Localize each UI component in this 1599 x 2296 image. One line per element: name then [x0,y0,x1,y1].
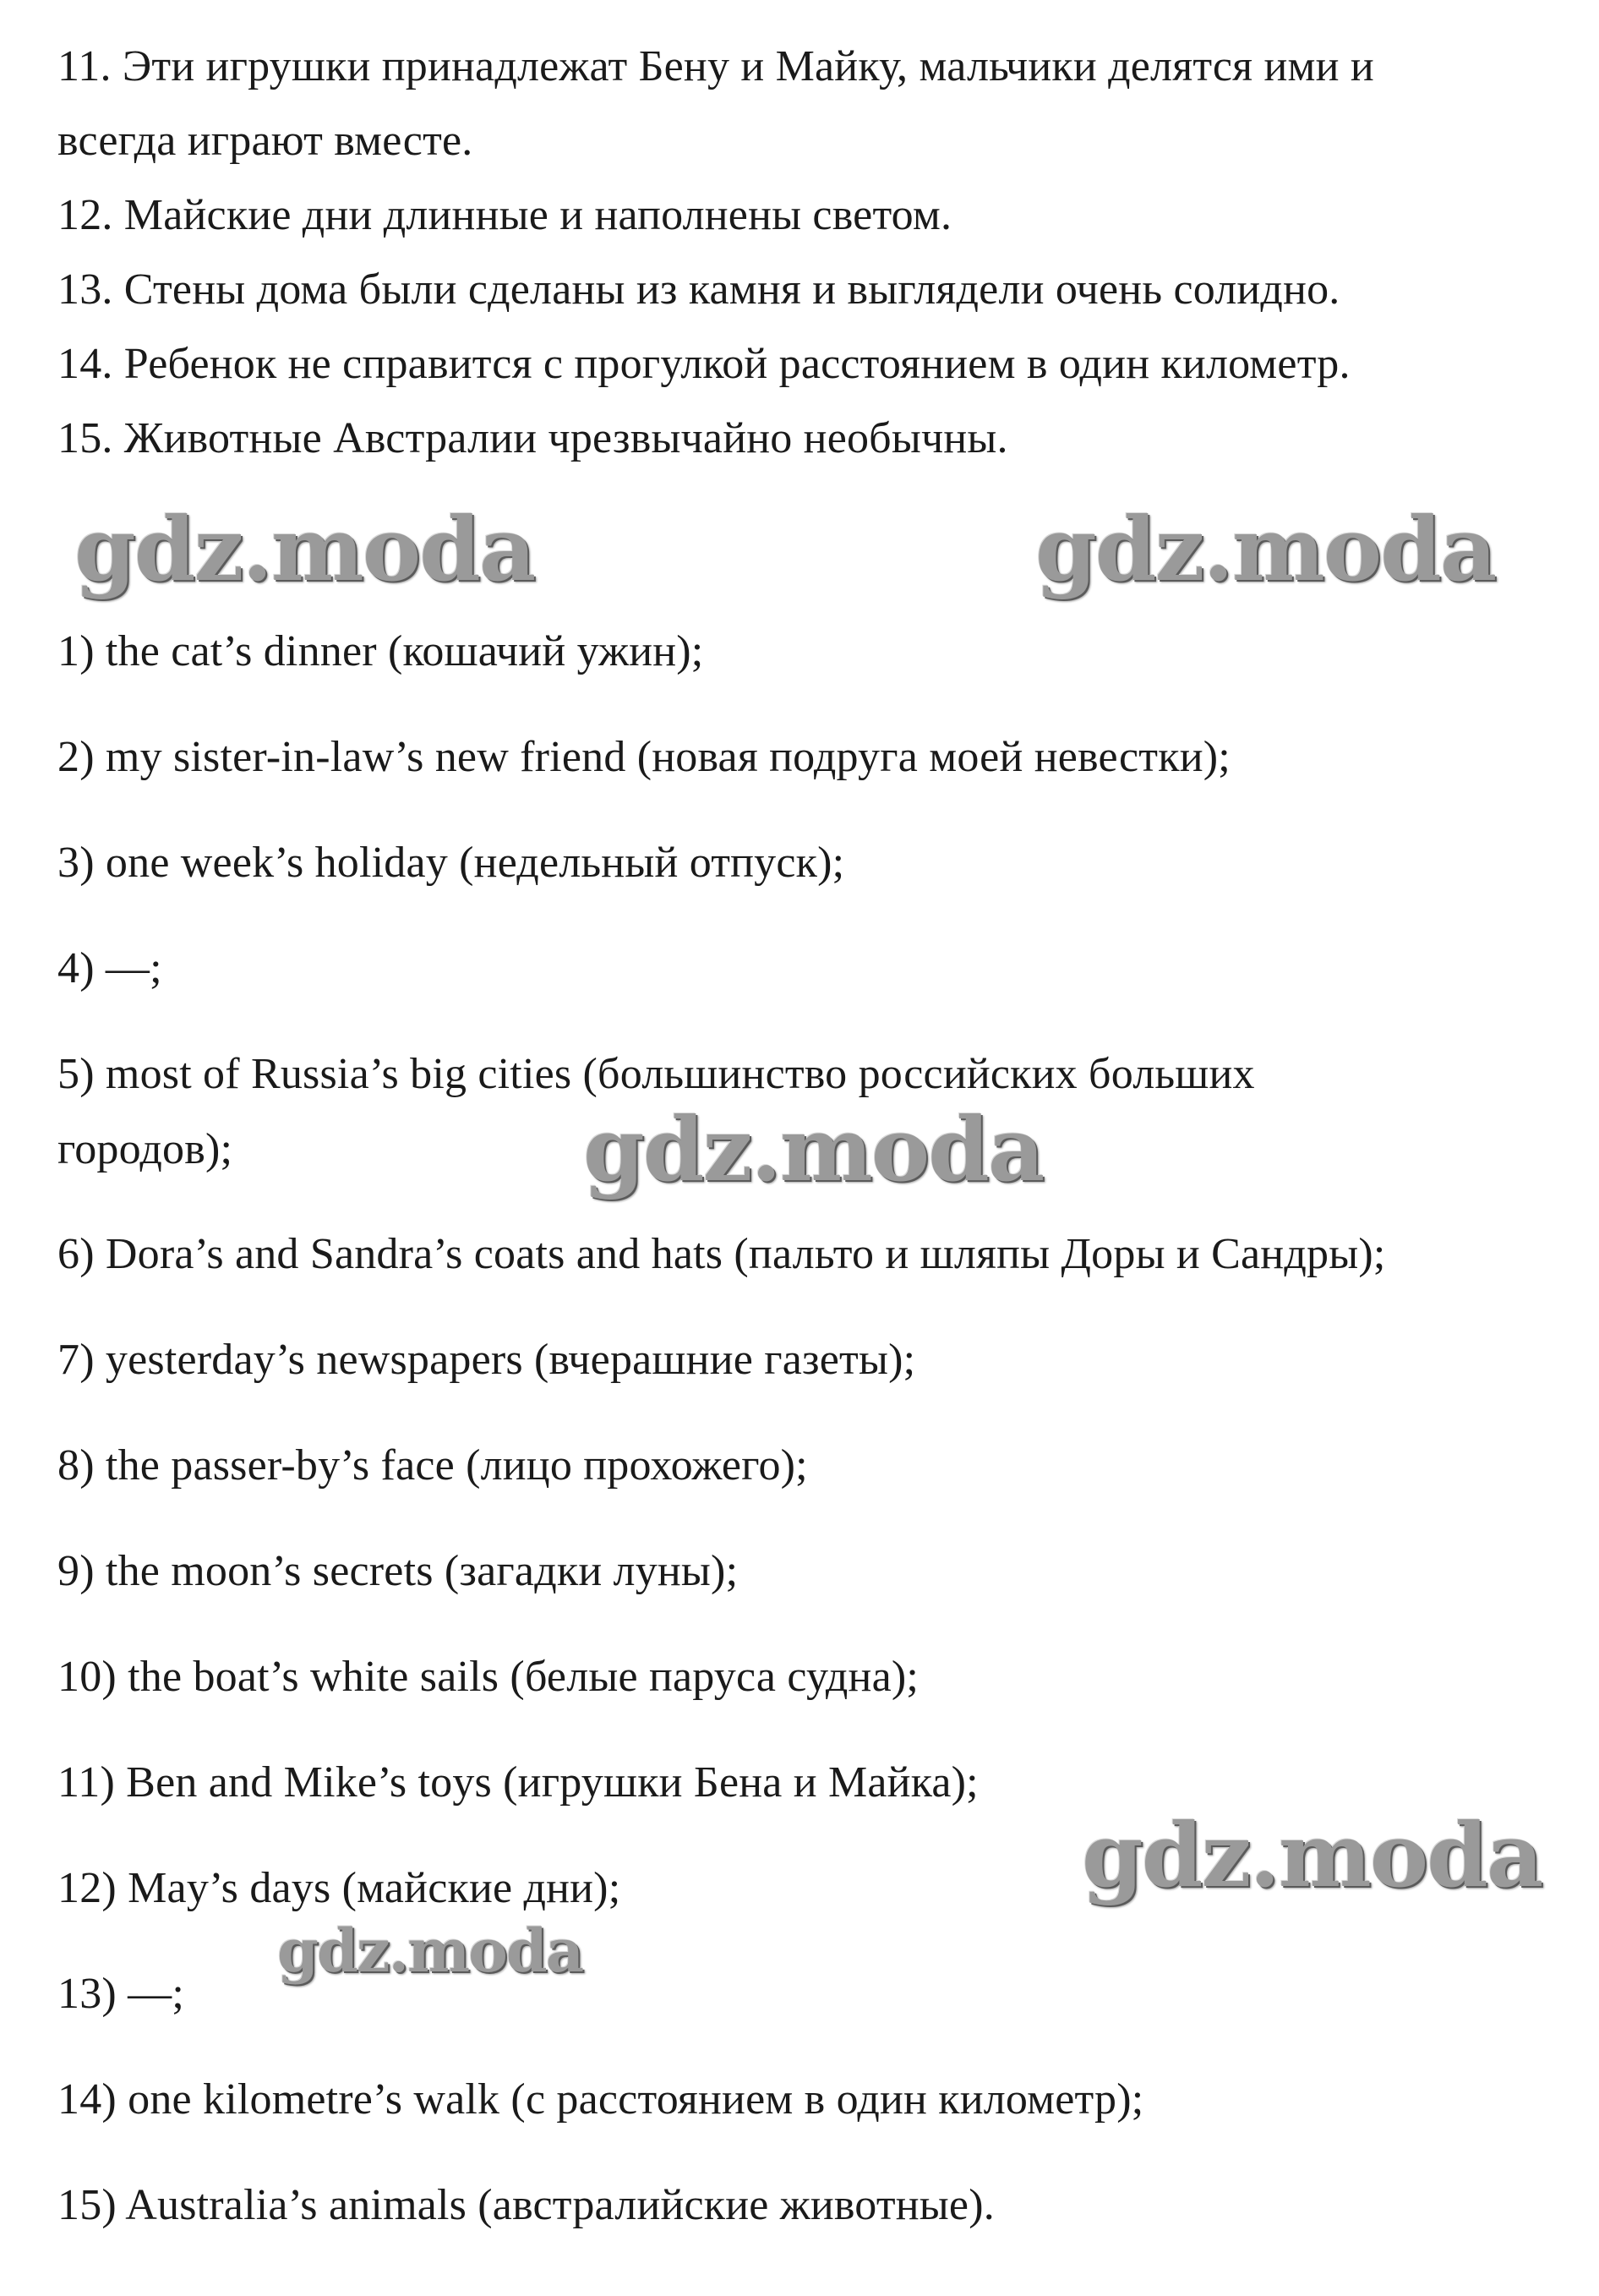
translation-line: 13. Стены дома были сделаны из камня и выглядели очень солидно. [57,265,1340,314]
answer-item: 8) the passer-by’s face (лицо прохожего); [57,1441,808,1490]
translation-line: 11. Эти игрушки принадлежат Бену и Майку, мальчики делятся ими и [57,42,1374,90]
translation-line: 14. Ребенок не справится с прогулкой расстоянием в один километр. [57,340,1351,388]
answer-item: 6) Dora’s and Sandra’s coats and hats (пальто и шляпы Доры и Сандры); [57,1230,1386,1278]
watermark-logo: gdz.moda [74,497,535,601]
answer-item: 15) Australia’s animals (австралийские животные). [57,2181,995,2229]
answer-item: 5) most of Russia’s big cities (большинство российских больших [57,1050,1255,1098]
answer-item: 3) one week’s holiday (недельный отпуск); [57,839,845,887]
answer-item: городов); [57,1125,233,1173]
answer-item: 13) —; [57,1970,184,2018]
answer-item: 11) Ben and Mike’s toys (игрушки Бена и Майка); [57,1758,979,1807]
answer-item: 12) May’s days (майские дни); [57,1864,621,1912]
answer-item: 1) the cat’s dinner (кошачий ужин); [57,627,704,675]
translation-line: 12. Майские дни длинные и наполнены светом. [57,191,952,239]
translation-line: 15. Животные Австралии чрезвычайно необычны. [57,414,1008,462]
translation-line: всегда играют вместе. [57,117,473,165]
answer-item: 10) the boat’s white sails (белые паруса судна); [57,1653,920,1701]
answer-item: 9) the moon’s secrets (загадки луны); [57,1547,739,1595]
answer-item: 4) —; [57,944,162,992]
answer-item: 14) one kilometre’s walk (с расстоянием в один километр); [57,2075,1144,2124]
watermark-logo: gdz.moda [1082,1803,1542,1907]
answer-item: 7) yesterday’s newspapers (вчерашние газеты); [57,1336,916,1384]
watermark-logo: gdz.moda [277,1916,583,1986]
answer-item: 2) my sister-in-law’s new friend (новая подруга моей невестки); [57,733,1231,781]
watermark-logo: gdz.moda [583,1097,1044,1201]
watermark-logo: gdz.moda [1035,497,1496,601]
